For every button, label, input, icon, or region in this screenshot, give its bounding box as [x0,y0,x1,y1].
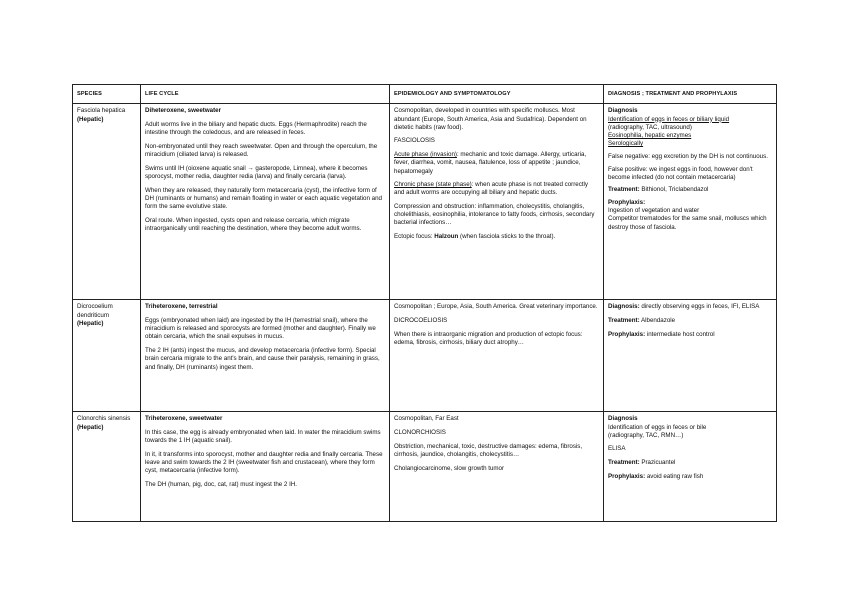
diagnosis-cell [604,300,777,412]
table-row [73,104,777,300]
disease-name: CLONORCHIOSIS [394,429,446,437]
species-cell [73,300,141,412]
table-row [73,300,777,412]
cycle-paragraph: The DH (human, pig, doc, cat, rat) must ingest the 2 IH. [145,481,298,488]
header-epidemiology: EPIDEMIOLOGY AND SYMPTOMATOLOGY [390,85,604,104]
treatment-label: Treatment: [608,186,640,194]
species-cell [73,104,141,300]
cycle-paragraph: When they are released, they naturally form metacercaria (cyst), the infective form of DH (ruminants or humans) and remain floating in water or each aquatic vegetation and form the same evolutive state. [145,186,382,211]
cycle-paragraph: The 2 IH (ants) ingest the mucus, and develop metacercaria (infective form). Special brain cercaria migrate to the ant's brain, and cause their paralysis, remaining in grass, and finally, DH (ruminants) ingest them. [145,347,380,371]
prophylaxis-text: avoid eating raw fish [645,472,704,480]
diagnosis-cell [604,412,777,522]
species-name: Fasciola hepatica [77,107,126,115]
epi-intro: Cosmopolitan ; Europe, Asia, South America. Great veterinary importance. [394,303,598,311]
cycle-paragraph: Non-embryonated until they reach sweetwater. Open and through the operculum, the miracidium (ciliated larva) is released. [145,142,378,159]
cycle-paragraph: Adult worms live in the biliary and hepatic ducts. Eggs (Hermaphrodite) reach the intestine through the coledocus, and are released in feces. [145,121,367,137]
diagnosis-line: Identification of eggs in feces or biliary liquid [608,115,730,123]
life-cycle-cell [141,104,390,300]
treatment-label: Treatment: [608,317,640,325]
diagnosis-line: Eosinophilia, hepatic enzymes [608,131,692,139]
cycle-type: Triheteroxene, terrestrial [145,303,218,311]
prophylaxis-text: Ingestion of vegetation and water [608,207,700,215]
diagnosis-title: Diagnosis [608,415,638,423]
epi-text: Obstriction, mechanical, toxic, destructive damages: edema, fibrosis, cirrhosis, jaundice, cholangitis, cholecystitis… [394,442,583,458]
cycle-paragraph: In this case, the egg is already embryonated when laid. In water the miracidium swims towards the 1 IH (aquatic snail). [145,429,381,445]
cycle-paragraph: Oral route. When ingested, cysts open and release cercaria, which migrate intraorganically until reaching the destination, where they become adult worms. [145,216,362,232]
species-name: Clonorchis sinensis [77,415,131,423]
acute-phase-text: : mechanic and toxic damage. Allergy, urticaria, fever, diarrhea, vomit, nausea, flatulence, loss of appetite ; jaundice, hepatomegaly [394,151,587,175]
diagnosis-text: directly observing eggs in feces, IFI, ELISA [639,303,760,311]
table-row [73,412,777,522]
treatment-text: Prazicuantel [639,459,676,467]
life-cycle-cell [141,300,390,412]
disease-name: FASCIOLOSIS [394,137,435,145]
false-negative: False negative: egg excretion by the DH is not continuous. [608,152,768,160]
epi-extra: Cholangiocarcinome, slow growth tumor [394,464,505,472]
compression-text: Compression and obstruction: inflammation, cholecystitis, cholangitis, cholelithiasis, eosinophilia, intolerance to fatty foods, cirrhosis, secondary bacterial infections… [394,203,595,227]
prophylaxis-label: Prophylaxis: [608,472,646,480]
elisa-text: ELISA [608,445,626,453]
diagnosis-title: Diagnosis [608,107,638,115]
ectopic-bold: Halzoun [434,233,459,241]
diagnosis-line: Serologically [608,140,644,148]
diagnosis-line: (radiography, TAC, ultrasound) [608,123,692,131]
life-cycle-cell [141,412,390,522]
species-name: Dicrocoelium dendriticum [77,303,113,319]
diagnosis-label: Diagnosis: [608,303,640,311]
ectopic-text: (when fasciola sticks to the throat). [458,233,556,241]
epidemiology-cell [390,300,604,412]
prophylaxis-label: Prophylaxis: [608,330,646,338]
epi-intro: Cosmopolitan, developed in countries with specific molluscs. Most abundant (Europe, South America, Asia and Sudafrica). Dependent on dietetic habits (raw food). [394,107,587,131]
chronic-phase-text: : when acute phase is not treated correctly and adult worms are occupying all biliary and hepatic ducts. [394,181,588,197]
parasite-table [72,84,777,522]
false-positive: False positive: we ingest eggs in food, however don't become infected (do not contain metacercaria) [608,165,753,181]
ectopic-label: Ectopic focus: [394,233,435,241]
chronic-phase-label: Chronic phase (state phase) [394,181,472,189]
species-type: (Hepatic) [77,423,104,431]
cycle-type: Triheteroxene, sweetwater [145,415,223,423]
header-diagnosis: DIAGNOSIS ; TREATMENT AND PROPHYLAXIS [604,85,777,104]
epi-text: When there is intraorganic migration and production of ectopic focus: edema, fibrosis, cirrhosis, biliary duct atrophy… [394,330,583,346]
cycle-paragraph: Swims until IH (oioxene aquatic snail → gasteropode, Limnea), where it becomes sporocyst, mother redia, daughter redia (larva) and finally cercaria (larva). [145,164,368,180]
acute-phase-label: Acute phase (invasion) [394,151,457,159]
header-row [73,85,777,104]
prophylaxis-text: intermediate host control [645,330,715,338]
treatment-text: Albendazole [639,317,676,325]
header-life-cycle: LIFE CYCLE [141,85,390,104]
prophylaxis-label: Prophylaxis: [608,199,646,207]
treatment-text: Bithionol, Triclabendazol [639,186,709,194]
diagnosis-line: Identification of eggs in feces or bile [608,423,707,431]
epidemiology-cell [390,412,604,522]
cycle-paragraph: Eggs (embryonated when laid) are ingested by the IH (terrestrial snail), where the miracidium is released and sporocysts are formed (mother and daughter). Finally we obtain cercaria, which the snail expulses in mucus. [145,317,376,341]
species-type: (Hepatic) [77,319,104,327]
header-species: SPECIES [73,85,141,104]
prophylaxis-text: Competitor trematodes for the same snail, molluscs which destroy those of fasciola. [608,215,767,231]
treatment-label: Treatment: [608,459,640,467]
diagnosis-line: (radiography, TAC, RMN…) [608,431,684,439]
species-type: (Hepatic) [77,115,104,123]
diagnosis-cell [604,104,777,300]
species-cell [73,412,141,522]
epidemiology-cell [390,104,604,300]
disease-name: DICROCOELIOSIS [394,317,448,325]
cycle-type: Diheteroxene, sweetwater [145,107,221,115]
cycle-paragraph: In it, it transforms into sporocyst, mother and daughter redia and finally cercaria. These leave and swim towards the 2 IH (sweetwater fish and crustacean), where they form cyst, metacercaria (infective form). [145,450,383,475]
epi-intro: Cosmopolitan, Far East [394,415,459,423]
